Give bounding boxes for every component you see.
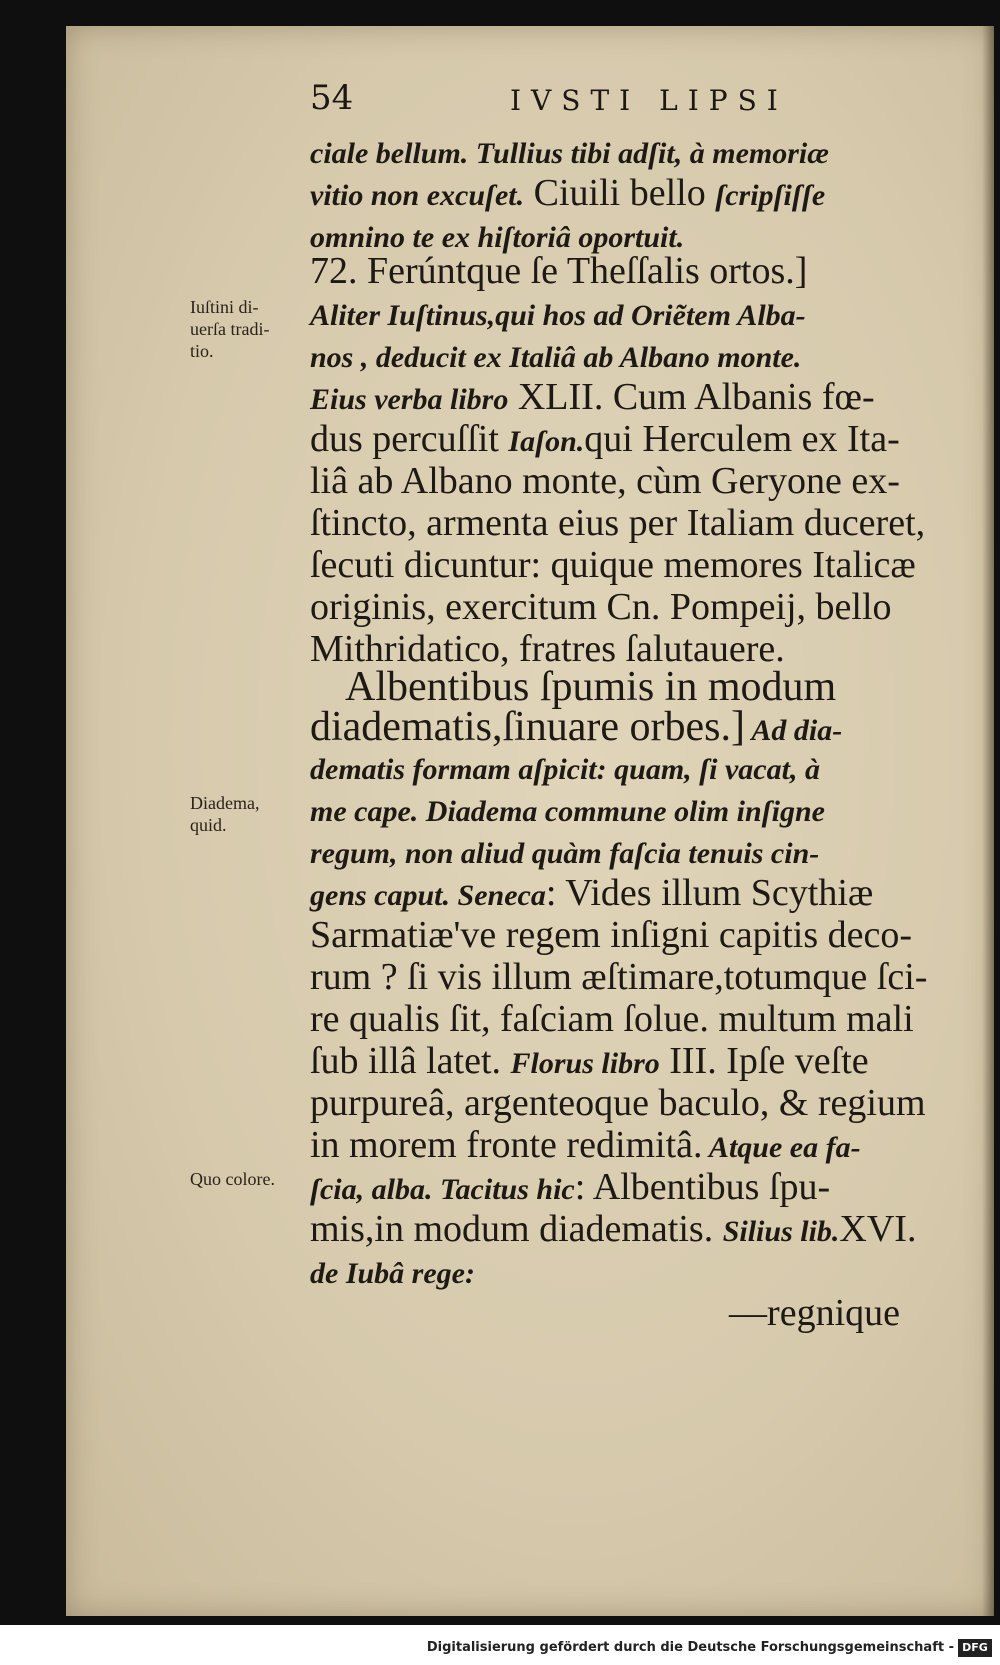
italic-run: Florus libro	[510, 1047, 660, 1080]
roman-run: diadematis,ſinuare orbes.]	[310, 704, 746, 750]
italic-run: Silius lib.	[722, 1215, 840, 1248]
roman-run: originis, exercitum Cn. Pompeij, bello	[310, 586, 892, 628]
roman-run: mis,in modum diadematis.	[310, 1208, 723, 1250]
margin-note-quo-colore: Quo colore.	[190, 1169, 275, 1189]
roman-run: in morem fronte redimitâ.	[310, 1124, 703, 1166]
text-line	[310, 542, 950, 588]
italic-run: vitio non excuſet.	[310, 179, 525, 212]
roman-run: purpureâ, argenteoque baculo, & regium	[310, 1082, 926, 1124]
text-line	[310, 912, 950, 958]
italic-run: de Iubâ rege:	[310, 1257, 475, 1290]
roman-run: rum ? ſi vis illum æſtimare,totumque ſci-	[310, 956, 928, 998]
page-edge-shadow	[982, 26, 994, 1616]
italic-run: Atque ea fa-	[702, 1131, 861, 1164]
italic-run: Eius verba libro	[310, 383, 509, 416]
roman-run: liâ ab Albano monte, cùm Geryone ex-	[310, 460, 900, 502]
roman-run: III. Ipſe veſte	[659, 1040, 869, 1082]
roman-run: ſtincto, armenta eius per Italiam duceret,	[310, 502, 926, 544]
roman-run: XVI.	[839, 1208, 917, 1250]
roman-run: Sarmatiæ've regem inſigni capitis deco-	[310, 914, 913, 956]
italic-run: regum, non aliud quàm faſcia tenuis cin-	[310, 837, 820, 870]
roman-run: qui Herculem ex Ita-	[584, 418, 900, 460]
footer-strip	[0, 1625, 1000, 1665]
text-line	[310, 500, 950, 546]
roman-run: Ciuili bello	[524, 172, 716, 214]
roman-run: re qualis ſit, faſciam ſolue. multum mali	[310, 998, 914, 1040]
roman-run: ſecuti dicuntur: quique memores Italicæ	[310, 544, 916, 586]
roman-run: ſub illâ latet.	[310, 1040, 511, 1082]
digitization-credit: Digitalisierung gefördert durch die Deutsche Forschungsgemeinschaft -	[426, 1640, 954, 1655]
text-line	[310, 248, 950, 294]
italic-run: dematis formam aſpicit: quam, ſi vacat, à	[310, 753, 820, 786]
roman-run: dus percuſſit	[310, 418, 509, 460]
italic-run: gens caput. Seneca	[310, 879, 546, 912]
margin-note-iustini: Iuſtini di- uerſa tradi- tio.	[190, 297, 270, 361]
roman-run: : Albentibus ſpu-	[574, 1166, 831, 1208]
roman-run: —regnique	[729, 1292, 900, 1334]
text-line	[310, 954, 950, 1000]
italic-run: Aliter Iuſtinus,qui hos ad Oriẽtem Alba-	[310, 299, 806, 332]
italic-run: nos , deducit ex Italiâ ab Albano monte.	[310, 341, 802, 374]
text-line	[310, 1080, 950, 1126]
italic-run: Ad dia-	[745, 714, 843, 747]
page-number: 54	[310, 78, 354, 118]
text-line	[310, 458, 950, 504]
roman-run: : Vides illum Scythiæ	[545, 872, 874, 914]
running-title: IVSTI LIPSI	[510, 84, 788, 117]
italic-run: ſcia, alba. Tacitus hic	[310, 1173, 575, 1206]
italic-run: Iaſon.	[508, 425, 585, 458]
italic-run: ſcripſiſſe	[715, 179, 826, 212]
dfg-logo: DFG	[958, 1639, 992, 1657]
italic-run: omnino te ex hiſtoriâ oportuit.	[310, 221, 685, 254]
roman-run: XLII. Cum Albanis fœ-	[508, 376, 875, 418]
roman-run: 72. Ferúntque ſe Theſſalis ortos.]	[310, 250, 808, 292]
italic-run: me cape. Diadema commune olim inſigne	[310, 795, 825, 828]
page-header	[310, 78, 940, 118]
roman-run: Mithridatico, fratres ſalutauere.	[310, 628, 785, 670]
margin-note-diadema: Diadema, quid.	[190, 793, 260, 835]
text-line	[310, 1290, 900, 1336]
roman-run: Albentibus ſpumis in modum	[345, 664, 837, 710]
text-line	[310, 584, 950, 630]
text-line	[310, 996, 950, 1042]
italic-run: ciale bellum. Tullius tibi adſit, à memoriæ	[310, 137, 829, 170]
